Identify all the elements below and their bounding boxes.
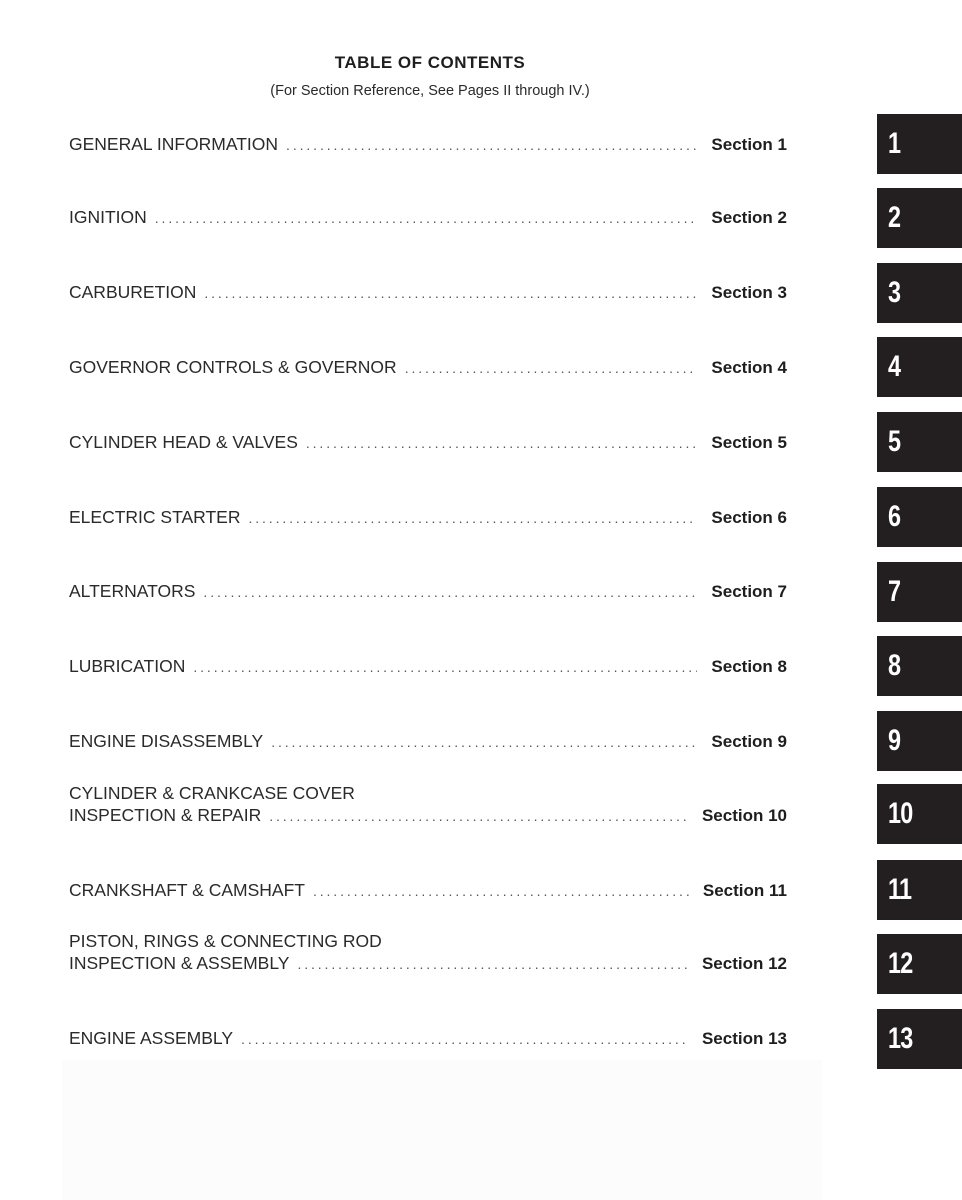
toc-entry[interactable] (69, 133, 787, 156)
section-tab[interactable] (877, 487, 962, 547)
toc-entry-section[interactable]: Section 2 (711, 208, 787, 227)
section-tab-number: 1 (888, 127, 901, 160)
dot-leader (269, 805, 688, 827)
toc-entry[interactable] (69, 655, 787, 678)
section-tab-number: 8 (888, 649, 901, 682)
toc-entry-section[interactable]: Section 6 (711, 508, 787, 527)
toc-entry-section[interactable]: Section 8 (711, 657, 787, 676)
toc-entry-label: ENGINE DISASSEMBLY (69, 731, 264, 751)
section-tab-number: 6 (888, 500, 901, 533)
section-tab[interactable] (877, 337, 962, 397)
dot-leader (271, 731, 697, 753)
section-tab[interactable] (877, 114, 962, 174)
dot-leader (193, 656, 697, 678)
toc-entry-section[interactable]: Section 13 (701, 1029, 787, 1048)
toc-entry-section[interactable]: Section 11 (702, 881, 787, 900)
page-title: TABLE OF CONTENTS (334, 53, 526, 72)
toc-entry-section[interactable]: Section 5 (711, 433, 787, 452)
toc-entry-section[interactable]: Section 4 (711, 358, 787, 377)
toc-entry-section[interactable]: Section 7 (711, 582, 787, 601)
page-subtitle: (For Section Reference, See Pages II through IV.) (270, 83, 590, 99)
dot-leader (204, 282, 697, 304)
section-tab[interactable] (877, 412, 962, 472)
toc-entry-label: ALTERNATORS (69, 581, 196, 601)
page-background (62, 1060, 822, 1200)
toc-entry[interactable] (69, 1027, 787, 1050)
section-tab[interactable] (877, 562, 962, 622)
toc-entry-section[interactable]: Section 1 (711, 135, 787, 154)
section-tab-number: 13 (888, 1022, 913, 1055)
dot-leader (405, 357, 698, 379)
toc-entry-label: ELECTRIC STARTER (69, 507, 241, 527)
toc-entry[interactable] (69, 281, 787, 304)
toc-entry[interactable] (69, 580, 787, 603)
toc-entry[interactable] (69, 930, 787, 975)
toc-entry[interactable] (69, 206, 787, 229)
section-tab[interactable] (877, 263, 962, 323)
toc-entry-label: CYLINDER HEAD & VALVES (69, 432, 298, 452)
toc-entry[interactable] (69, 782, 787, 827)
toc-entry[interactable] (69, 730, 787, 753)
dot-leader (241, 1028, 688, 1050)
toc-entry-label: ENGINE ASSEMBLY (69, 1028, 234, 1048)
section-tab[interactable] (877, 636, 962, 696)
section-tab-number: 5 (888, 425, 901, 458)
toc-entry[interactable] (69, 356, 787, 379)
section-tab-number: 4 (888, 350, 901, 383)
toc-entry-section[interactable]: Section 10 (701, 806, 787, 825)
toc-entry[interactable] (69, 506, 787, 529)
section-tab[interactable] (877, 188, 962, 248)
section-tab-number: 7 (888, 575, 901, 608)
toc-entry-section[interactable]: Section 9 (711, 732, 787, 751)
dot-leader (203, 581, 697, 603)
toc-entry-label: INSPECTION & ASSEMBLY (69, 953, 290, 973)
section-tab[interactable] (877, 711, 962, 771)
dot-leader (313, 880, 689, 902)
dot-leader (306, 432, 698, 454)
toc-entry-label: IGNITION (69, 207, 147, 227)
section-tab-number: 2 (888, 201, 901, 234)
toc-entry-label-line1: PISTON, RINGS & CONNECTING ROD (69, 931, 382, 951)
section-tab[interactable] (877, 1009, 962, 1069)
section-tab-number: 11 (888, 873, 912, 906)
section-tab-number: 12 (888, 947, 913, 980)
section-tab[interactable] (877, 934, 962, 994)
toc-entry-label-line1: CYLINDER & CRANKCASE COVER (69, 783, 355, 803)
dot-leader (248, 507, 697, 529)
toc-entry-label: INSPECTION & REPAIR (69, 805, 262, 825)
section-tab[interactable] (877, 860, 962, 920)
toc-entry-label: GOVERNOR CONTROLS & GOVERNOR (69, 357, 397, 377)
toc-entry-label: GENERAL INFORMATION (69, 134, 279, 154)
toc-entry-section[interactable]: Section 3 (711, 283, 787, 302)
toc-entry[interactable] (69, 879, 787, 902)
toc-entry-label: CRANKSHAFT & CAMSHAFT (69, 880, 305, 900)
section-tab[interactable] (877, 784, 962, 844)
section-tab-number: 9 (888, 724, 901, 757)
dot-leader (155, 207, 698, 229)
section-tab-number: 3 (888, 276, 901, 309)
dot-leader (286, 134, 697, 156)
dot-leader (297, 953, 688, 975)
toc-entry-section[interactable]: Section 12 (701, 954, 787, 973)
section-tab-number: 10 (888, 797, 913, 830)
toc-entry-label: LUBRICATION (69, 656, 186, 676)
toc-entry-label: CARBURETION (69, 282, 197, 302)
toc-entry[interactable] (69, 431, 787, 454)
